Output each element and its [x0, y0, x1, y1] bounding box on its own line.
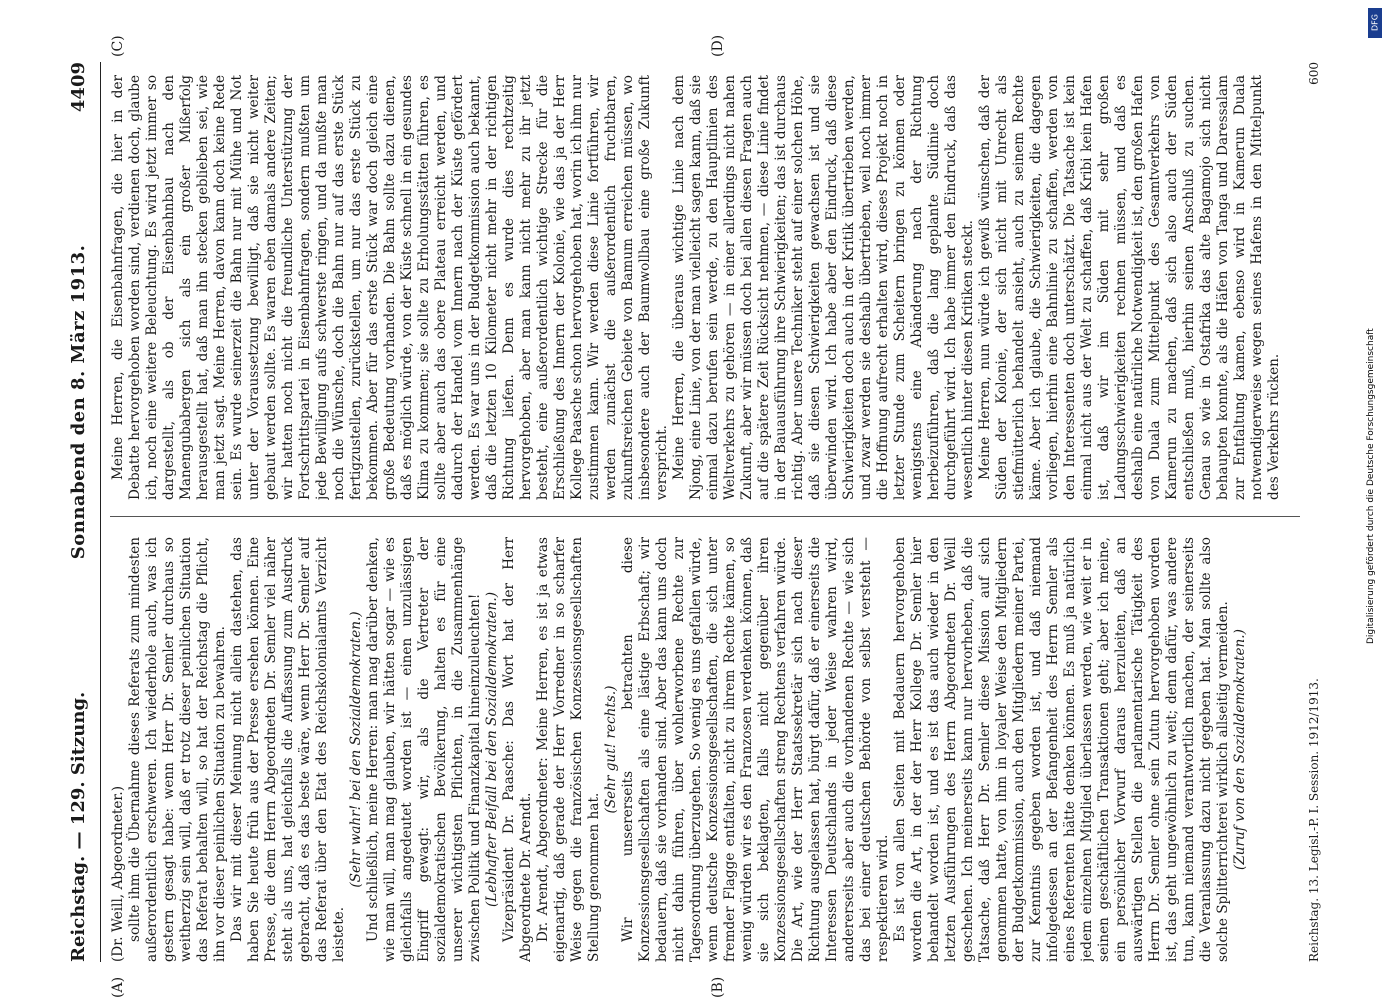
paragraph: Meine Herren, nun würde ich gewiß wünschen, daß der Süden der Kolonie, der sich nicht mit Unrecht als stiefmütterlich behandelt ansieht, auch zu seinem Rechte käme. Aber ich glaube, die Schwierigkeiten, die dagegen vorliegen, hierhin eine Bahnlinie zu schaffen, werden von den Interessenten doch unterschätzt. Die Tatsache ist kein einmal nicht aus der Welt zu schaffen, daß Kribi kein Hafen ist, daß wir im Süden mit sehr großen Ladungsschwierigkeiten rechnen müssen, und daß es deshalb eine natürliche Notwendigkeit ist, den großen Hafen von Duala zum Mittelpunkt des Gesamtverkehrs von Kamerun zu machen, daß sich also auch der Süden entschließen muß, hierhin seinen Anschluß zu suchen. Genau so wie in Ostafrika das alte Bagamojo sich nicht behaupten konnte, als die Häfen von Tanga und Daressalam zur Entfaltung kamen, ebenso wird in Kamerun Duala notwendigerweise wegen seines Hafens in den Mittelpunkt des Verkehrs rücken.	[977, 75, 1282, 500]
header-left: Reichstag. — 129. Sitzung.	[68, 691, 89, 962]
margin-mark-c: (C)	[110, 35, 126, 57]
margin-mark-a: (A)	[110, 976, 126, 998]
paragraph: Dr. Arendt, Abgeordneter: Meine Herren, es ist ja etwas eigenartig, daß gerade der Herr Vorredner in so scharfer Weise gegen die französischen Konzessionsgesellschaften Stellung genommen hat.	[535, 537, 602, 962]
paragraph: Und schließlich, meine Herren: man mag darüber denken, wie man will, man mag glauben, wir hätten sogar — wie es gleichfalls angedeutet worden ist — einen unzulässigen Eingriff gewagt: wir, als die Vertreter der sozialdemokratischen Bevölkerung, halten es für eine unserer wichtigsten Pflichten, in die Zusammenhänge zwischen Politik und Finanzkapital hineinzuleuchten!	[365, 537, 483, 962]
left-column	[110, 537, 1300, 962]
footer-session: Reichstag. 13. Legisl.-P. I. Session. 1912/1913.	[1307, 678, 1321, 962]
rotated-page	[68, 34, 1370, 998]
interjection: (Sehr wahr! bei den Sozialdemokraten.)	[348, 611, 364, 888]
header-rule	[100, 62, 101, 962]
header-date: Sonnabend den 8. März 1913.	[68, 244, 89, 560]
speaker-note: (Dr. Weill, Abgeordneter.)	[110, 785, 126, 962]
paragraph: Meine Herren, die Eisenbahnfragen, die hier in der Debatte hervorgehoben worden sind, verdienen doch, glaube ich, noch eine weitere Beleuchtung. Es wird jetzt immer so dargestellt, als ob der Eisenbahnbau nach den Manengubabergen sich als ein großer Mißerfolg herausgestellt hat, daß man ihn stecken geblieben sei, wie man jetzt sagt. Meine Herren, davon kann doch keine Rede sein. Es wurde seinerzeit die Bahn nur mit Mühe und Not unter der Voraussetzung bewilligt, daß sie nicht weiter gebaut werden sollte. Es waren eben damals andere Zeiten; wir hatten noch nicht die freundliche Unterstützung der Fortschrittspartei in Eisenbahnfragen, sondern mußten um jede Bewilligung aufs schwerste ringen, und da mußte man noch die Wünsche, doch die Bahn nur auf das erste Stück fertigzustellen, zurückstellen, um nur das erste Stück zu bekommen. Aber für das erste Stück war doch gleich eine große Bedeutung vorhanden. Die Bahn sollte dazu dienen, daß es möglich würde, von der Küste schnell in ein gesundes Klima zu kommen; sie sollte zu Erholungsstätten führen, es sollte aber auch das obere Plateau erreicht werden, und dadurch der Handel vom Innern nach der Küste gefördert werden. Es war uns in der Budgetkommission auch bekannt, daß die letzten 10 Kilometer nicht mehr in der richtigen Richtung liefen. Denn es wurde dies rechtzeitig hervorgehoben, aber man kann nicht mehr zu ihr jetzt besteht, eine außerordentlich wichtige Strecke für die Erschließung des Innern der Kolonie, wie das ja der Herr Kollege Paasche schon hervorgehoben hat, worin ich ihm nur zustimmen kann. Wir werden diese Linie fortführen, wir werden zunächst die außerordentlich fruchtbaren, zukunftsreichen Gebiete von Bamum erreichen müssen, wo insbesondere auch der Baumwollbau eine große Zukunft verspricht.	[110, 75, 670, 500]
right-column	[110, 75, 1300, 500]
interjection: (Zuruf von den Sozialdemokraten.)	[1232, 629, 1248, 870]
dfg-logo: DFG	[1368, 8, 1382, 38]
digitization-note: Digitalisierung gefördert durch die Deutsche Forschungsgemeinschaft	[1366, 328, 1376, 644]
interjection: (Sehr gut! rechts.)	[603, 685, 619, 814]
paragraph: Es ist von allen Seiten mit Bedauern hervorgehoben worden die Art, in der der Herr Kollege Dr. Semler hier behandelt worden ist, und es ist das auch wieder in den letzten Ausführungen des Herrn Abgeordneten Dr. Weill geschehen. Ich meinerseits kann nur hervorheben, daß die Tatsache, daß Herr Dr. Semler diese Mission auf sich genommen hatte, von ihm in loyaler Weise den Mitgliedern der Budgetkommission, auch den Mitgliedern meiner Partei, zur Kenntnis gegeben worden ist, und daß niemand infolgedessen an der Befangenheit des Herrn Semler als eines Referenten hätte denken können. Es muß ja natürlich jedem einzelnen Mitglied überlassen werden, wie weit er in seinen geschäftlichen Transaktionen geht; aber ich meine, ein persönlicher Vorwurf daraus herzuleiten, daß an auswärtigen Stellen die parlamentarische Tätigkeit des Herrn Dr. Semler ohne sein Zutun hervorgehoben worden ist, das geht ungewöhnlich zu weit; denn dafür, was andere tun, kann niemand verantwortlich machen, der seinerseits die Veranlassung dazu nicht gegeben hat. Man sollte also solche Splitterrichterei wirklich allseitig vermeiden.	[892, 537, 1231, 962]
page-footer	[1306, 62, 1323, 962]
column-divider	[110, 516, 1300, 517]
interjection: (Lebhafter Beifall bei den Sozialdemokraten.)	[484, 591, 500, 908]
margin-mark-d: (D)	[710, 34, 726, 57]
page-number: 4409	[68, 62, 89, 113]
paragraph: Vizepräsident Dr. Paasche: Das Wort hat der Herr Abgeordnete Dr. Arendt.	[501, 537, 534, 962]
paragraph: sollte ihm die Übernahme dieses Referats zum mindesten außerordentlich erschweren. Ich wiederhole auch, was ich gestern gesagt habe: wenn Herr Dr. Semler durchaus so weitherzig sein will, daß er trotz dieser peinlichen Situation das Referat behalten will, so hat der Reichstag die Pflicht, ihn vor dieser peinlichen Situation zu bewahren.	[127, 537, 228, 962]
page-header	[70, 62, 100, 962]
footer-sheet-number: 600	[1307, 62, 1321, 85]
paragraph: Wir unsererseits betrachten diese Konzessionsgesellschaften als eine lästige Erbschaft; wir bedauern, daß sie vorhanden sind. Aber das kann uns doch nicht dahin führen, über wohlerworbene Rechte zur Tagesordnung überzugehen. So wenig es uns gefallen würde, wenn deutsche Konzessionsgesellschaften, die sich unter fremder Flagge entfalten, nicht zu ihrem Rechte kämen, so wenig würden wir es den Franzosen verdenken können, daß sie sich beklagten, falls nicht gegenüber ihren Konzessionsgesellschaften streng Rechtens verfahren würde. Die Art, wie der Herr Staatssekretär sich nach dieser Richtung ausgelassen hat, bürgt dafür, daß er einerseits die Interessen Deutschlands in jeder Weise wahren wird, andererseits aber auch die vorhandenen Rechte — wie sich das bei einer deutschen Behörde von selbst versteht — respektieren wird.	[620, 537, 891, 962]
paragraph: Meine Herren, die überaus wichtige Linie nach dem Njong, eine Linie, von der man vielleicht sagen kann, daß sie einmal dazu berufen sein werde, zu den Hauptlinien des Weltverkehrs zu gehören — in einer allerdings nicht nahen Zukunft, aber wir müssen doch bei allen diesen Fragen auch auf die spätere Zeit Rücksicht nehmen, — diese Linie findet in der Bauausführung ihre Schwierigkeiten; das ist durchaus richtig. Aber unsere Techniker steht auf einer solchen Höhe, daß sie diesen Schwierigkeiten gewachsen ist und sie überwinden wird. Ich habe aber den Eindruck, daß diese Schwierigkeiten doch auch in der Kritik übertrieben werden, und zwar werden sie deshalb übertrieben, weil noch immer die Hoffnung aufrecht erhalten wird, dieses Projekt noch in letzter Stunde zum Scheitern bringen zu können oder wenigstens eine Abänderung nach der Richtung herbeizuführen, daß die lang geplante Südlinie doch durchgeführt wird. Ich habe immer den Eindruck, daß das wesentlich hinter diesen Kritiken steckt.	[671, 75, 976, 500]
margin-mark-b: (B)	[710, 976, 726, 998]
paragraph: Das wir mit dieser Meinung nicht allein dastehen, das haben Sie heute früh aus der Presse ersehen können. Eine Presse, die dem Herrn Abgeordneten Dr. Semler viel näher steht als uns, hat gleichfalls die Auffassung zum Ausdruck gebracht, daß es das beste wäre, wenn Herr Dr. Semler auf das Referat über den Etat des Reichskolonialamts Verzicht leistete.	[229, 537, 347, 962]
